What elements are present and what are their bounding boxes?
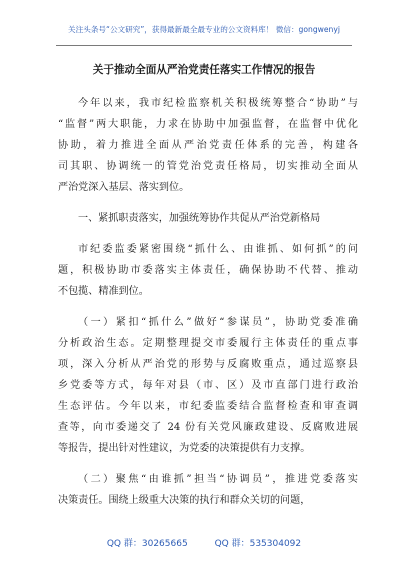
text-line: 严治党深入基层、落实到位。 <box>58 182 190 193</box>
text-line: 分析政治生态。定期整理提交市委履行主体责任的重点事 <box>58 338 358 349</box>
text-line: （二）聚焦“由谁抓”担当“协调员”，推进党委落实 <box>78 474 358 485</box>
footer-qq-group-1: QQ 群：30265665 <box>106 539 188 549</box>
text-line: 题，积极协助市委落实主体责任，确保协助不代替、推动 <box>58 265 358 276</box>
text-line: 生态评估。今年以来，市纪委监委结合监督检查和审查调 <box>58 401 358 412</box>
document-body <box>58 93 358 511</box>
footer-contact <box>0 538 408 550</box>
text-line: 不包揽、精准到位。 <box>58 286 149 297</box>
text-line: 协助，着力推进全面从严治党责任体系的完善，构建各 <box>58 140 358 151</box>
document-title: 关于推动全面从严治党责任落实工作情况的报告 <box>92 64 316 76</box>
text-line: 司其职、协调统一的管党治党责任格局，切实推动全面从 <box>58 161 358 172</box>
paragraph-2 <box>58 208 358 229</box>
paragraph-gap <box>58 229 358 239</box>
text-line: 市纪委监委紧密围绕“抓什么、由谁抓、如何抓”的问 <box>78 244 358 255</box>
text-line: 今年以来，我市纪检监察机关积极统筹整合“协助”与 <box>78 98 358 109</box>
paragraph-gap <box>58 198 358 208</box>
paragraph-1 <box>58 93 358 198</box>
text-line: 决策责任。围绕上级重大决策的执行和群众关切的问题， <box>58 495 311 506</box>
text-line: 项，深入分析从严治党的形势与反腐败重点，通过巡察县 <box>58 359 358 370</box>
text-line: 查等，向市委递交了 24 份有关党风廉政建设、反腐败进展 <box>58 422 358 433</box>
paragraph-5 <box>58 469 358 511</box>
footer-qq-group-2: QQ 群：535304092 <box>214 539 302 549</box>
paragraph-3 <box>58 239 358 302</box>
text-line: 一、紧抓职责落实，加强统筹协作共促从严治党新格局 <box>78 213 321 224</box>
header-promo-text: 关注头条号“公文研究”，获得最新最全最专业的公文资料库！ 微信：gongwenyj <box>68 25 340 34</box>
paragraph-4 <box>58 312 358 459</box>
paragraph-gap <box>58 302 358 312</box>
text-line: 乡党委等方式，每年对县（市、区）及市直部门进行政治 <box>58 380 358 391</box>
text-line: 等报告，提出针对性建议，为党委的决策提供有力支撑。 <box>58 443 311 454</box>
paragraph-gap <box>58 459 358 469</box>
text-line: （一）紧扣“抓什么”做好“参谋员”，协助党委准确 <box>78 317 358 328</box>
text-line: “监督”两大职能，力求在协助中加强监督，在监督中优化 <box>58 119 358 130</box>
header-divider <box>56 45 352 46</box>
